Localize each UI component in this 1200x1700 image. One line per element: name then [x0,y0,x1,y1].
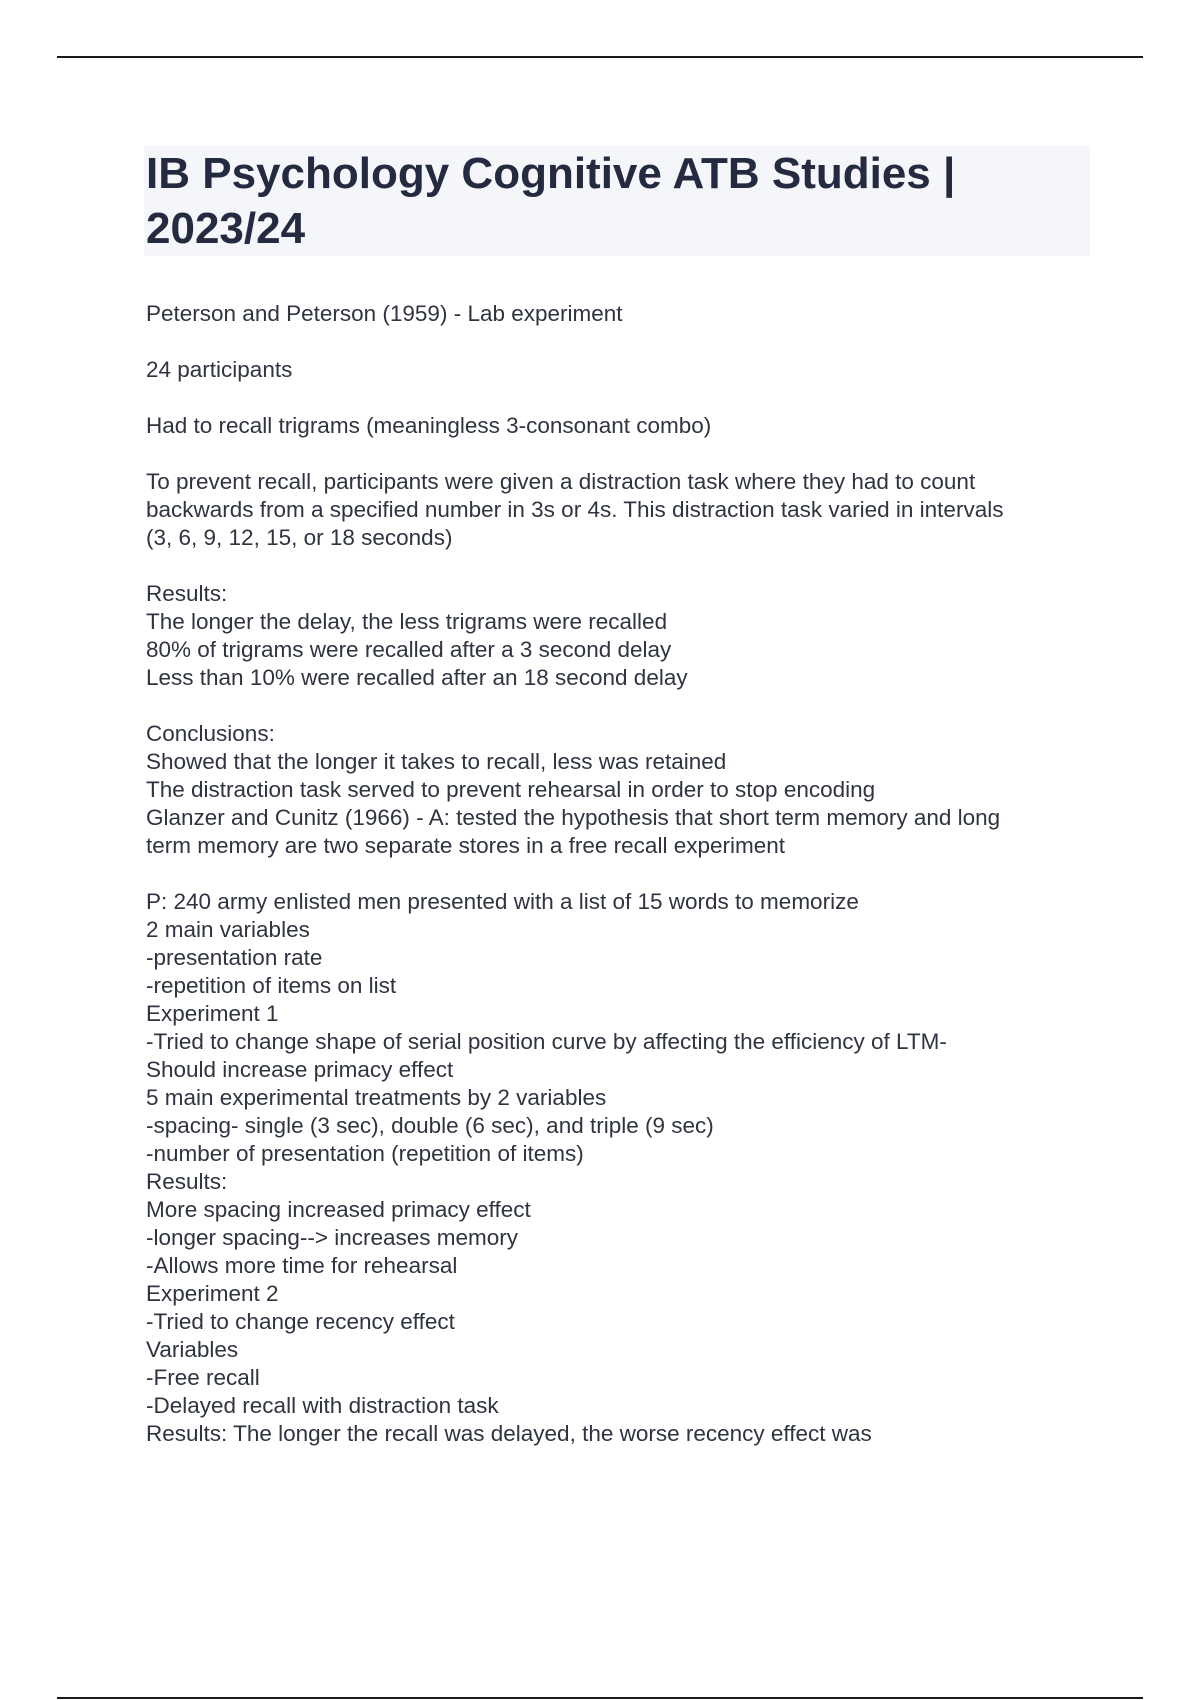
text-line: Results: [146,581,228,606]
paragraph [146,300,1096,328]
text-line: -number of presentation (repetition of items) [146,1141,584,1166]
text-line: Experiment 2 [146,1281,279,1306]
text-line: -Tried to change recency effect [146,1309,455,1334]
text-line: -Free recall [146,1365,260,1390]
text-line: Conclusions: [146,721,275,746]
text-line: The distraction task served to prevent rehearsal in order to stop encoding [146,777,876,802]
text-line: term memory are two separate stores in a free recall experiment [146,833,785,858]
document-title: IB Psychology Cognitive ATB Studies | 2023/24 [146,149,956,253]
text-line: To prevent recall, participants were given a distraction task where they had to count [146,469,976,494]
text-line: -repetition of items on list [146,973,397,998]
text-line: (3, 6, 9, 12, 15, or 18 seconds) [146,525,453,550]
text-line: Had to recall trigrams (meaningless 3-consonant combo) [146,413,712,438]
paragraph [146,580,1096,692]
text-line: -presentation rate [146,945,323,970]
paragraph [146,720,1096,860]
text-line: backwards from a specified number in 3s or 4s. This distraction task varied in intervals [146,497,1004,522]
text-line: Peterson and Peterson (1959) - Lab experiment [146,301,623,326]
text-line: -Tried to change shape of serial position curve by affecting the efficiency of LTM- [146,1029,947,1054]
text-line: P: 240 army enlisted men presented with a list of 15 words to memorize [146,889,859,914]
text-line: -spacing- single (3 sec), double (6 sec), and triple (9 sec) [146,1113,714,1138]
text-line: Variables [146,1337,239,1362]
text-line: -Delayed recall with distraction task [146,1393,499,1418]
text-line: Results: [146,1169,228,1194]
text-line: 5 main experimental treatments by 2 variables [146,1085,607,1110]
bottom-rule [57,1697,1143,1699]
text-line: -Allows more time for rehearsal [146,1253,458,1278]
text-line: Showed that the longer it takes to recall, less was retained [146,749,727,774]
text-line: -longer spacing--> increases memory [146,1225,519,1250]
text-line: Glanzer and Cunitz (1966) - A: tested the hypothesis that short term memory and long [146,805,1001,830]
text-line: Experiment 1 [146,1001,279,1026]
paragraph [146,888,1096,1448]
paragraph [146,412,1096,440]
text-line: 80% of trigrams were recalled after a 3 second delay [146,637,672,662]
text-line: The longer the delay, the less trigrams were recalled [146,609,668,634]
top-rule [57,56,1143,58]
document-body [146,300,1096,1476]
text-line: Results: The longer the recall was delayed, the worse recency effect was [146,1421,872,1446]
paragraph [146,356,1096,384]
text-line: Less than 10% were recalled after an 18 second delay [146,665,688,690]
text-line: Should increase primacy effect [146,1057,454,1082]
text-line: 2 main variables [146,917,310,942]
paragraph [146,468,1096,552]
text-line: More spacing increased primacy effect [146,1197,531,1222]
text-line: 24 participants [146,357,293,382]
